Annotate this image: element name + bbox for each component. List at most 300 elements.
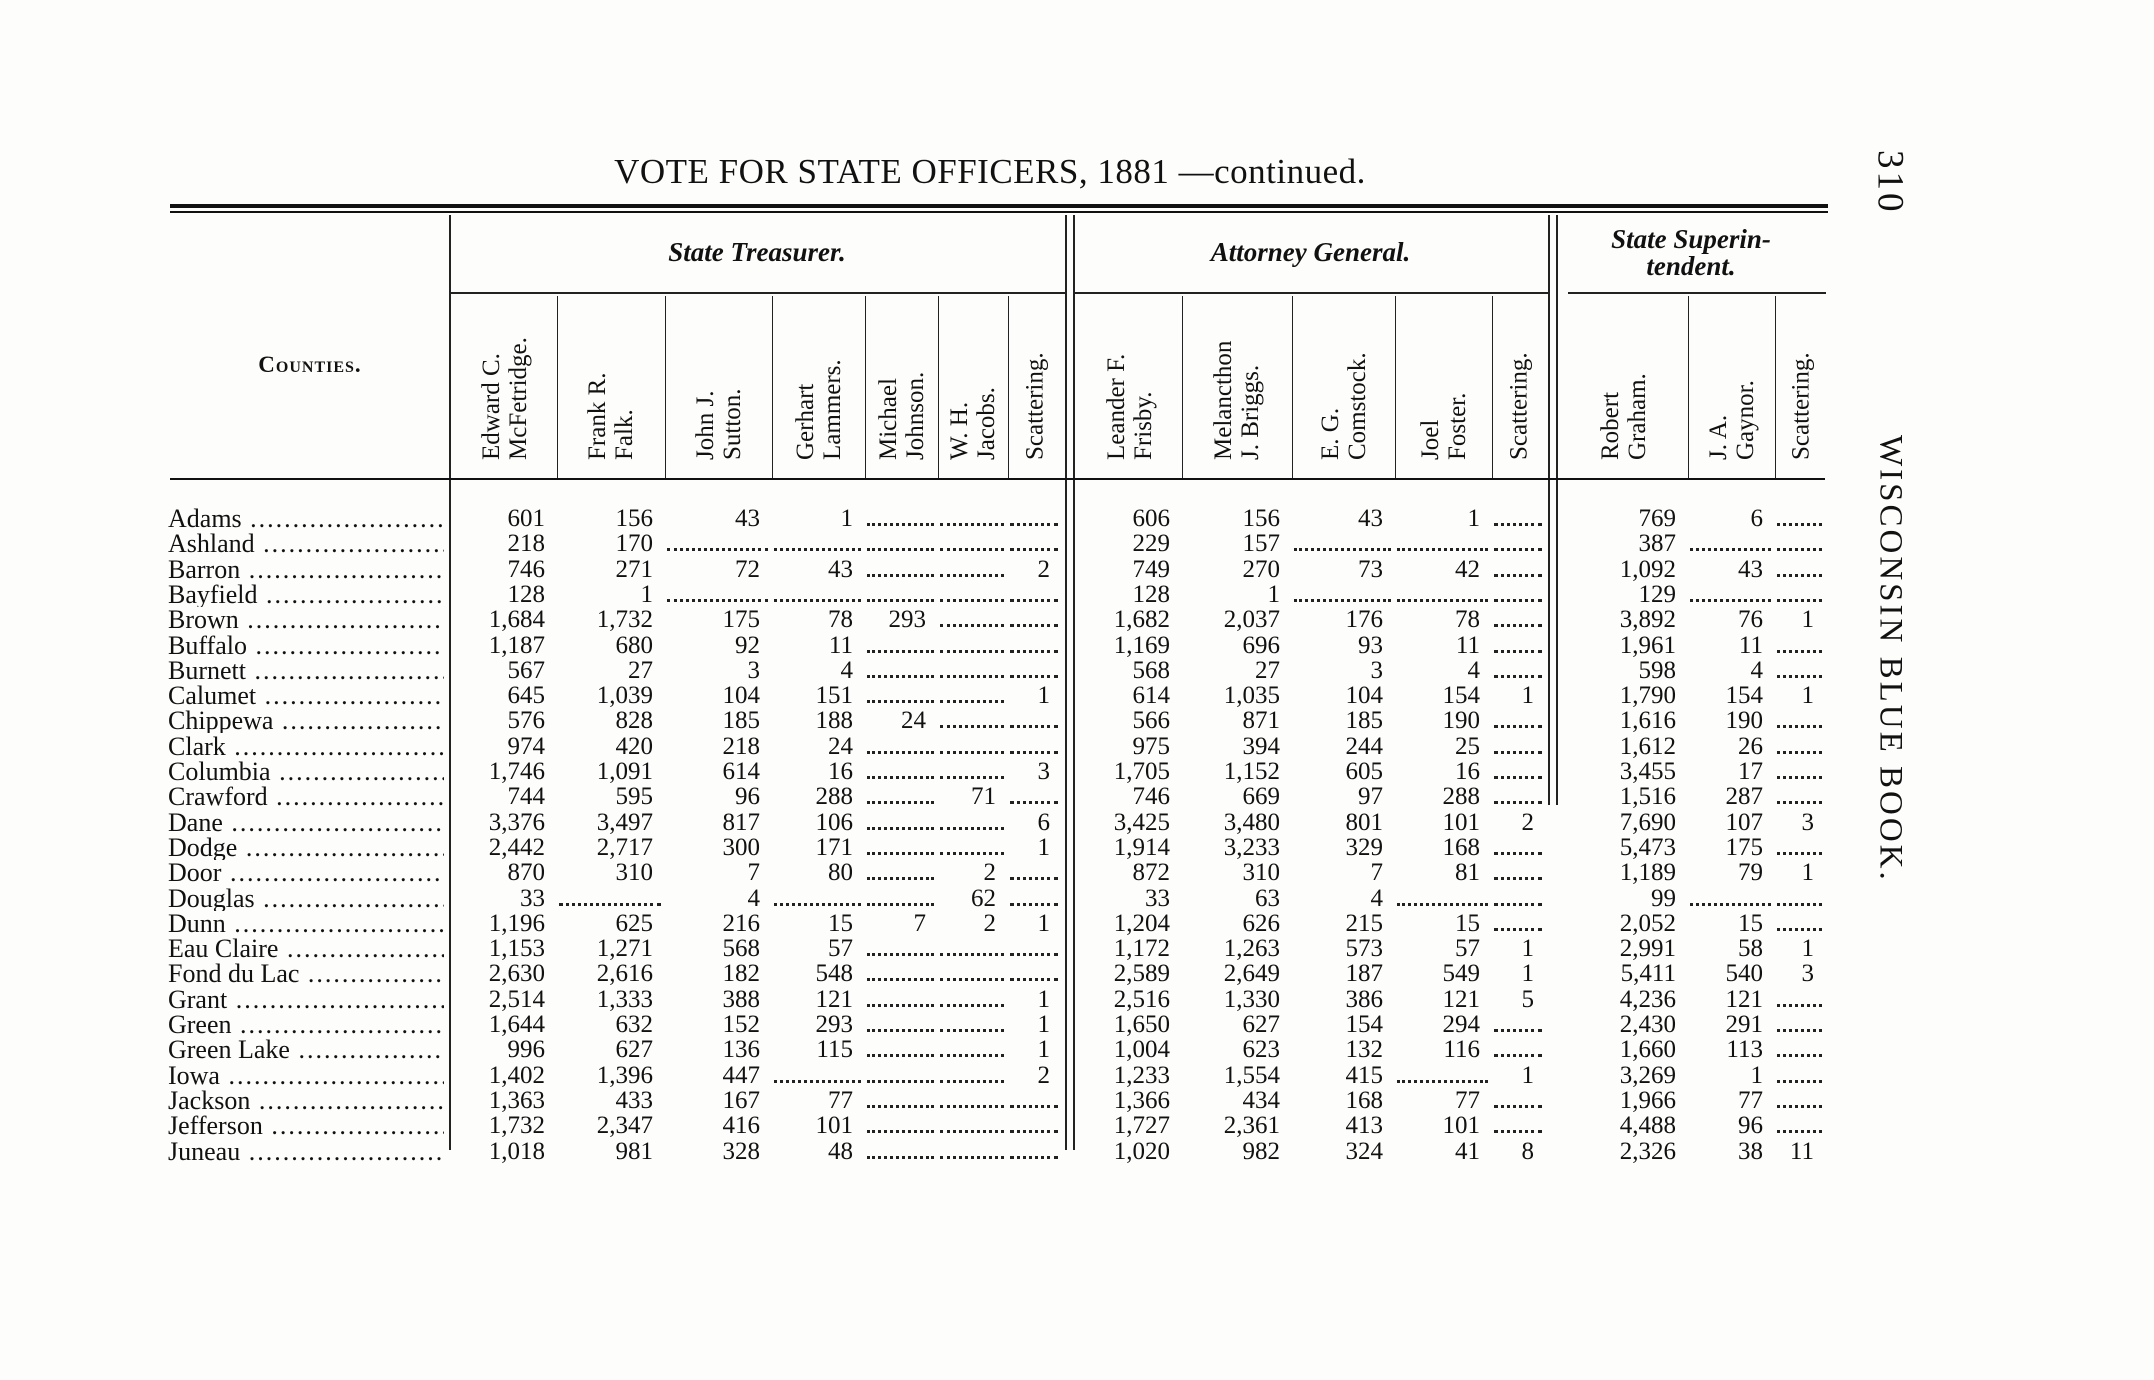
vote-cell: 2 [1037,555,1050,583]
top-double-rule [170,204,1828,208]
column-header-label: Robert Graham. [1597,373,1651,460]
table-row [0,835,1840,860]
county-name: Iowa ..... [168,1063,444,1088]
vote-cell: 2,649 [1223,960,1280,988]
county-name: Eau Claire ..... [168,936,444,961]
vote-cell: 1,039 [596,682,653,710]
empty-cell-leader [1008,708,1062,733]
empty-cell-leader [1008,860,1062,885]
column-divider [1292,296,1293,478]
vote-cell: 1,169 [1113,631,1170,659]
vote-cell: 540 [1725,960,1763,988]
vote-cell: 151 [815,682,853,710]
empty-cell-leader [1492,708,1546,733]
vote-cell: 1,330 [1223,985,1280,1013]
vote-cell: 7 [913,909,926,937]
empty-cell-leader [938,1139,1008,1164]
table-row [0,936,1840,961]
table-row [0,886,1840,911]
vote-cell: 244 [1345,732,1383,760]
vote-cell: 77 [1455,1086,1480,1114]
vote-cell: 175 [722,606,760,634]
vote-cell: 5,411 [1620,960,1676,988]
empty-cell-leader [1688,582,1775,607]
empty-cell-leader [1775,1088,1826,1113]
empty-cell-leader [1688,886,1775,911]
vote-cell: 749 [1132,555,1170,583]
vote-cell: 614 [722,758,760,785]
empty-cell-leader [1492,557,1546,582]
vote-cell: 154 [1725,682,1763,710]
vote-cell: 388 [722,985,760,1013]
empty-cell-leader [1775,1113,1826,1138]
county-name: Chippewa ..... [168,708,444,733]
vote-cell: 828 [615,707,653,735]
vote-cell: 447 [722,1061,760,1089]
vote-cell: 1,914 [1113,833,1170,861]
vote-cell: 33 [520,884,545,912]
column-header-label: Gerhart Lammers. [791,359,846,460]
vote-cell: 11 [1455,631,1480,659]
vote-cell: 632 [615,1011,653,1038]
vote-cell: 4 [1370,884,1383,912]
vote-cell: 1 [1521,960,1534,988]
vote-cell: 595 [615,783,653,811]
table-row [0,1063,1840,1088]
vote-cell: 24 [901,707,926,735]
county-name: Dunn ..... [168,911,444,936]
vote-cell: 568 [1132,656,1170,684]
vote-cell: 188 [815,707,853,735]
vote-cell: 97 [1358,783,1383,811]
vote-cell: 2,347 [596,1112,653,1140]
column-divider [938,296,939,478]
vote-cell: 7 [747,859,760,887]
empty-cell-leader [1395,886,1492,911]
vote-cell: 1,516 [1619,783,1676,811]
vote-cell: 185 [1345,707,1383,735]
vote-cell: 386 [1345,985,1383,1013]
vote-cell: 42 [1455,555,1480,583]
vote-cell: 101 [815,1112,853,1140]
vote-cell: 1,189 [1619,859,1676,887]
group-state-superintendent: State Superin- tendent. [1611,224,1771,281]
vote-cell: 627 [615,1036,653,1064]
empty-cell-leader [1008,633,1062,658]
vote-cell: 1 [1467,505,1480,532]
column-header-label: Scattering. [1505,352,1533,460]
empty-cell-leader [557,886,665,911]
vote-cell: 2 [983,859,996,887]
vote-cell: 77 [828,1086,853,1114]
column-header [1292,300,1395,460]
county-name: Douglas ..... [168,886,444,911]
vote-cell: 981 [615,1137,653,1165]
vote-cell: 16 [1455,758,1480,785]
empty-cell-leader [938,633,1008,658]
vote-cell: 38 [1738,1137,1763,1165]
empty-cell-leader [865,633,938,658]
empty-cell-leader [865,1063,938,1088]
vote-cell: 696 [1242,631,1280,659]
vote-cell: 1,092 [1619,555,1676,583]
empty-cell-leader [938,607,1008,632]
vote-cell: 229 [1132,530,1170,558]
column-divider [1008,296,1009,478]
vote-cell: 154 [1345,1011,1383,1038]
empty-cell-leader [938,1012,1008,1037]
column-header-label: Melancthon J. Briggs. [1210,340,1264,460]
vote-cell: 107 [1725,808,1763,836]
empty-cell-leader [865,810,938,835]
vote-cell: 57 [828,935,853,963]
vote-cell: 1,732 [596,606,653,634]
vote-cell: 128 [1132,580,1170,608]
column-header-label: Joel Foster. [1416,392,1471,460]
vote-cell: 190 [1725,707,1763,735]
county-name: Green ..... [168,1012,444,1037]
column-header [557,300,665,460]
empty-cell-leader [865,1113,938,1138]
vote-cell: 291 [1725,1011,1763,1038]
vote-cell: 8 [1521,1137,1534,1165]
empty-cell-leader [1492,734,1546,759]
vote-cell: 185 [722,707,760,735]
empty-cell-leader [865,683,938,708]
vote-cell: 1,644 [488,1011,545,1038]
table-row [0,582,1840,607]
vote-cell: 1 [1801,859,1814,887]
vote-cell: 101 [1442,808,1480,836]
vote-cell: 92 [735,631,760,659]
empty-cell-leader [938,936,1008,961]
empty-cell-leader [938,835,1008,860]
empty-cell-leader [665,531,772,556]
county-name: Brown ..... [168,607,444,632]
vote-cell: 175 [1725,833,1763,861]
group-attorney-general: Attorney General. [1210,237,1411,267]
vote-cell: 872 [1132,859,1170,887]
vote-cell: 625 [615,909,653,937]
vote-cell: 171 [815,833,853,861]
empty-cell-leader [865,658,938,683]
vote-cell: 982 [1242,1137,1280,1165]
vote-cell: 1,616 [1619,707,1676,735]
vote-cell: 121 [1442,985,1480,1013]
vote-cell: 168 [1442,833,1480,861]
vote-cell: 156 [1242,505,1280,532]
vote-cell: 568 [722,935,760,963]
vote-cell: 328 [722,1137,760,1165]
vote-cell: 167 [722,1086,760,1114]
vote-cell: 801 [1345,808,1383,836]
vote-cell: 4 [1750,656,1763,684]
vote-cell: 601 [507,505,545,532]
empty-cell-leader [772,1063,865,1088]
vote-cell: 1,650 [1113,1011,1170,1038]
top-double-rule-inner [170,211,1828,213]
vote-cell: 1,196 [488,909,545,937]
empty-cell-leader [865,582,938,607]
empty-cell-leader [1395,531,1492,556]
vote-cell: 187 [1345,960,1383,988]
column-divider [557,296,558,478]
vote-cell: 1,020 [1113,1137,1170,1165]
column-header-label: Scattering. [1021,352,1049,460]
vote-cell: 168 [1345,1086,1383,1114]
vote-cell: 101 [1442,1112,1480,1140]
vote-cell: 746 [507,555,545,583]
vote-cell: 24 [828,732,853,760]
column-header [1492,300,1546,460]
vote-cell: 598 [1638,656,1676,684]
vote-cell: 1,153 [488,935,545,963]
vote-cell: 270 [1242,555,1280,583]
vote-cell: 420 [615,732,653,760]
vote-cell: 78 [1455,606,1480,634]
vote-cell: 72 [735,555,760,583]
empty-cell-leader [1775,1012,1826,1037]
column-divider [665,296,666,478]
vote-cell: 680 [615,631,653,659]
vote-cell: 2,442 [488,833,545,861]
empty-cell-leader [938,582,1008,607]
column-divider [1395,296,1396,478]
vote-cell: 2,430 [1619,1011,1676,1038]
column-header [938,300,1008,460]
vote-cell: 1,682 [1113,606,1170,634]
vote-cell: 433 [615,1086,653,1114]
table-row [0,506,1840,531]
vote-cell: 5,473 [1619,833,1676,861]
empty-cell-leader [938,1088,1008,1113]
column-divider [865,296,866,478]
empty-cell-leader [938,531,1008,556]
table-row [0,1037,1840,1062]
table-row [0,911,1840,936]
empty-cell-leader [772,531,865,556]
vote-cell: 1,396 [596,1061,653,1089]
vote-cell: 7,690 [1619,808,1676,836]
empty-cell-leader [1775,708,1826,733]
empty-cell-leader [665,582,772,607]
vote-cell: 645 [507,682,545,710]
vote-cell: 156 [615,505,653,532]
vote-cell: 287 [1725,783,1763,811]
vote-cell: 218 [507,530,545,558]
empty-cell-leader [1008,1113,1062,1138]
empty-cell-leader [938,658,1008,683]
empty-cell-leader [1008,734,1062,759]
vote-cell: 3,425 [1113,808,1170,836]
column-header [1182,300,1292,460]
vote-cell: 1,684 [488,606,545,634]
county-name: Bayfield ..... [168,582,444,607]
empty-cell-leader [1492,860,1546,885]
county-name: Adams ..... [168,506,444,531]
empty-cell-leader [1008,1139,1062,1164]
vote-cell: 218 [722,732,760,760]
column-header [665,300,772,460]
vote-cell: 1,366 [1113,1086,1170,1114]
vote-cell: 1,705 [1113,758,1170,785]
vote-cell: 1 [1037,682,1050,710]
empty-cell-leader [1395,1063,1492,1088]
vote-cell: 96 [735,783,760,811]
superintendent-underline [1568,292,1826,294]
empty-cell-leader [938,1037,1008,1062]
vote-cell: 43 [735,505,760,532]
empty-cell-leader [1492,784,1546,809]
vote-cell: 25 [1455,732,1480,760]
vote-cell: 1 [1037,1011,1050,1038]
vote-cell: 4,236 [1619,985,1676,1013]
vote-cell: 96 [1738,1112,1763,1140]
empty-cell-leader [1492,1113,1546,1138]
empty-cell-leader [772,886,865,911]
table-row [0,784,1840,809]
vote-cell: 1 [1521,935,1534,963]
empty-cell-leader [1775,835,1826,860]
vote-cell: 1,091 [596,758,653,785]
vote-cell: 310 [1242,859,1280,887]
empty-cell-leader [865,886,938,911]
vote-cell: 78 [828,606,853,634]
empty-cell-leader [1492,582,1546,607]
county-name: Door ..... [168,860,444,885]
column-header-label: Scattering. [1787,352,1814,460]
empty-cell-leader [1492,607,1546,632]
vote-cell: 128 [507,580,545,608]
vote-cell: 136 [722,1036,760,1064]
empty-cell-leader [1775,633,1826,658]
empty-cell-leader [1775,784,1826,809]
empty-cell-leader [938,683,1008,708]
county-name: Dodge ..... [168,835,444,860]
empty-cell-leader [865,936,938,961]
vote-cell: 7 [1370,859,1383,887]
vote-cell: 79 [1738,859,1763,887]
vote-cell: 605 [1345,758,1383,785]
vote-cell: 57 [1455,935,1480,963]
vote-cell: 43 [1738,555,1763,583]
empty-cell-leader [1492,911,1546,936]
vote-cell: 27 [628,656,653,684]
table-row [0,1139,1840,1164]
vote-cell: 1 [840,505,853,532]
attorney-underline [1073,292,1548,294]
book-title: WISCONSIN BLUE BOOK. [1872,434,1909,883]
empty-cell-leader [1492,1088,1546,1113]
column-header [1560,300,1688,460]
vote-cell: 271 [615,555,653,583]
vote-cell: 4,488 [1619,1112,1676,1140]
vote-cell: 1,263 [1223,935,1280,963]
vote-cell: 48 [828,1137,853,1165]
empty-cell-leader [865,1139,938,1164]
column-header-label: John J. Sutton. [691,388,746,460]
empty-cell-leader [865,987,938,1012]
county-name: Burnett ..... [168,658,444,683]
vote-cell: 3 [1801,808,1814,836]
vote-cell: 1,204 [1113,909,1170,937]
vote-cell: 288 [1442,783,1480,811]
vote-cell: 1 [1521,1061,1534,1089]
empty-cell-leader [1492,835,1546,860]
vote-cell: 190 [1442,707,1480,735]
vote-cell: 2,326 [1619,1137,1676,1165]
vote-cell: 3,233 [1223,833,1280,861]
vote-cell: 1,554 [1223,1061,1280,1089]
vote-cell: 300 [722,833,760,861]
empty-cell-leader [1775,531,1826,556]
vote-cell: 1,732 [488,1112,545,1140]
vote-cell: 3 [747,656,760,684]
vote-cell: 623 [1242,1036,1280,1064]
vote-cell: 17 [1738,758,1763,785]
vote-cell: 176 [1345,606,1383,634]
county-name: Ashland ..... [168,531,444,556]
counties-header: Counties. [258,352,362,377]
vote-cell: 76 [1738,606,1763,634]
empty-cell-leader [938,961,1008,986]
vote-cell: 77 [1738,1086,1763,1114]
vote-cell: 669 [1242,783,1280,811]
empty-cell-leader [1008,886,1062,911]
page-number: 310 [1869,150,1911,215]
vote-cell: 817 [722,808,760,836]
vote-cell: 871 [1242,707,1280,735]
vote-cell: 1 [1801,682,1814,710]
empty-cell-leader [865,557,938,582]
vote-cell: 1,233 [1113,1061,1170,1089]
empty-cell-leader [1008,531,1062,556]
vote-cell: 2,589 [1113,960,1170,988]
vote-cell: 3,376 [488,808,545,836]
empty-cell-leader [865,784,938,809]
county-name: Clark ..... [168,734,444,759]
vote-cell: 104 [1345,682,1383,710]
vote-cell: 152 [722,1011,760,1038]
vote-cell: 324 [1345,1137,1383,1165]
vote-cell: 1 [1267,580,1280,608]
column-header-label: E. G. Comstock. [1316,352,1371,460]
empty-cell-leader [1775,658,1826,683]
vote-cell: 1 [1801,606,1814,634]
vote-cell: 744 [507,783,545,811]
county-name: Jackson ..... [168,1088,444,1113]
county-name: Dane ..... [168,810,444,835]
column-header [1775,300,1826,460]
side-title [1845,150,1935,1270]
empty-cell-leader [1008,607,1062,632]
county-name: Buffalo ..... [168,633,444,658]
vote-cell: 71 [971,783,996,811]
empty-cell-leader [865,531,938,556]
column-header-label: Edward C. McFetridge. [477,337,532,460]
vote-cell: 870 [507,859,545,887]
vote-cell: 2,616 [596,960,653,988]
vote-cell: 1 [1521,682,1534,710]
empty-cell-leader [1292,531,1395,556]
county-name: Columbia ..... [168,759,444,784]
vote-cell: 170 [615,530,653,558]
empty-cell-leader [1492,1012,1546,1037]
empty-cell-leader [1008,784,1062,809]
empty-cell-leader [938,506,1008,531]
vote-cell: 1 [1801,935,1814,963]
vote-cell: 1,363 [488,1086,545,1114]
